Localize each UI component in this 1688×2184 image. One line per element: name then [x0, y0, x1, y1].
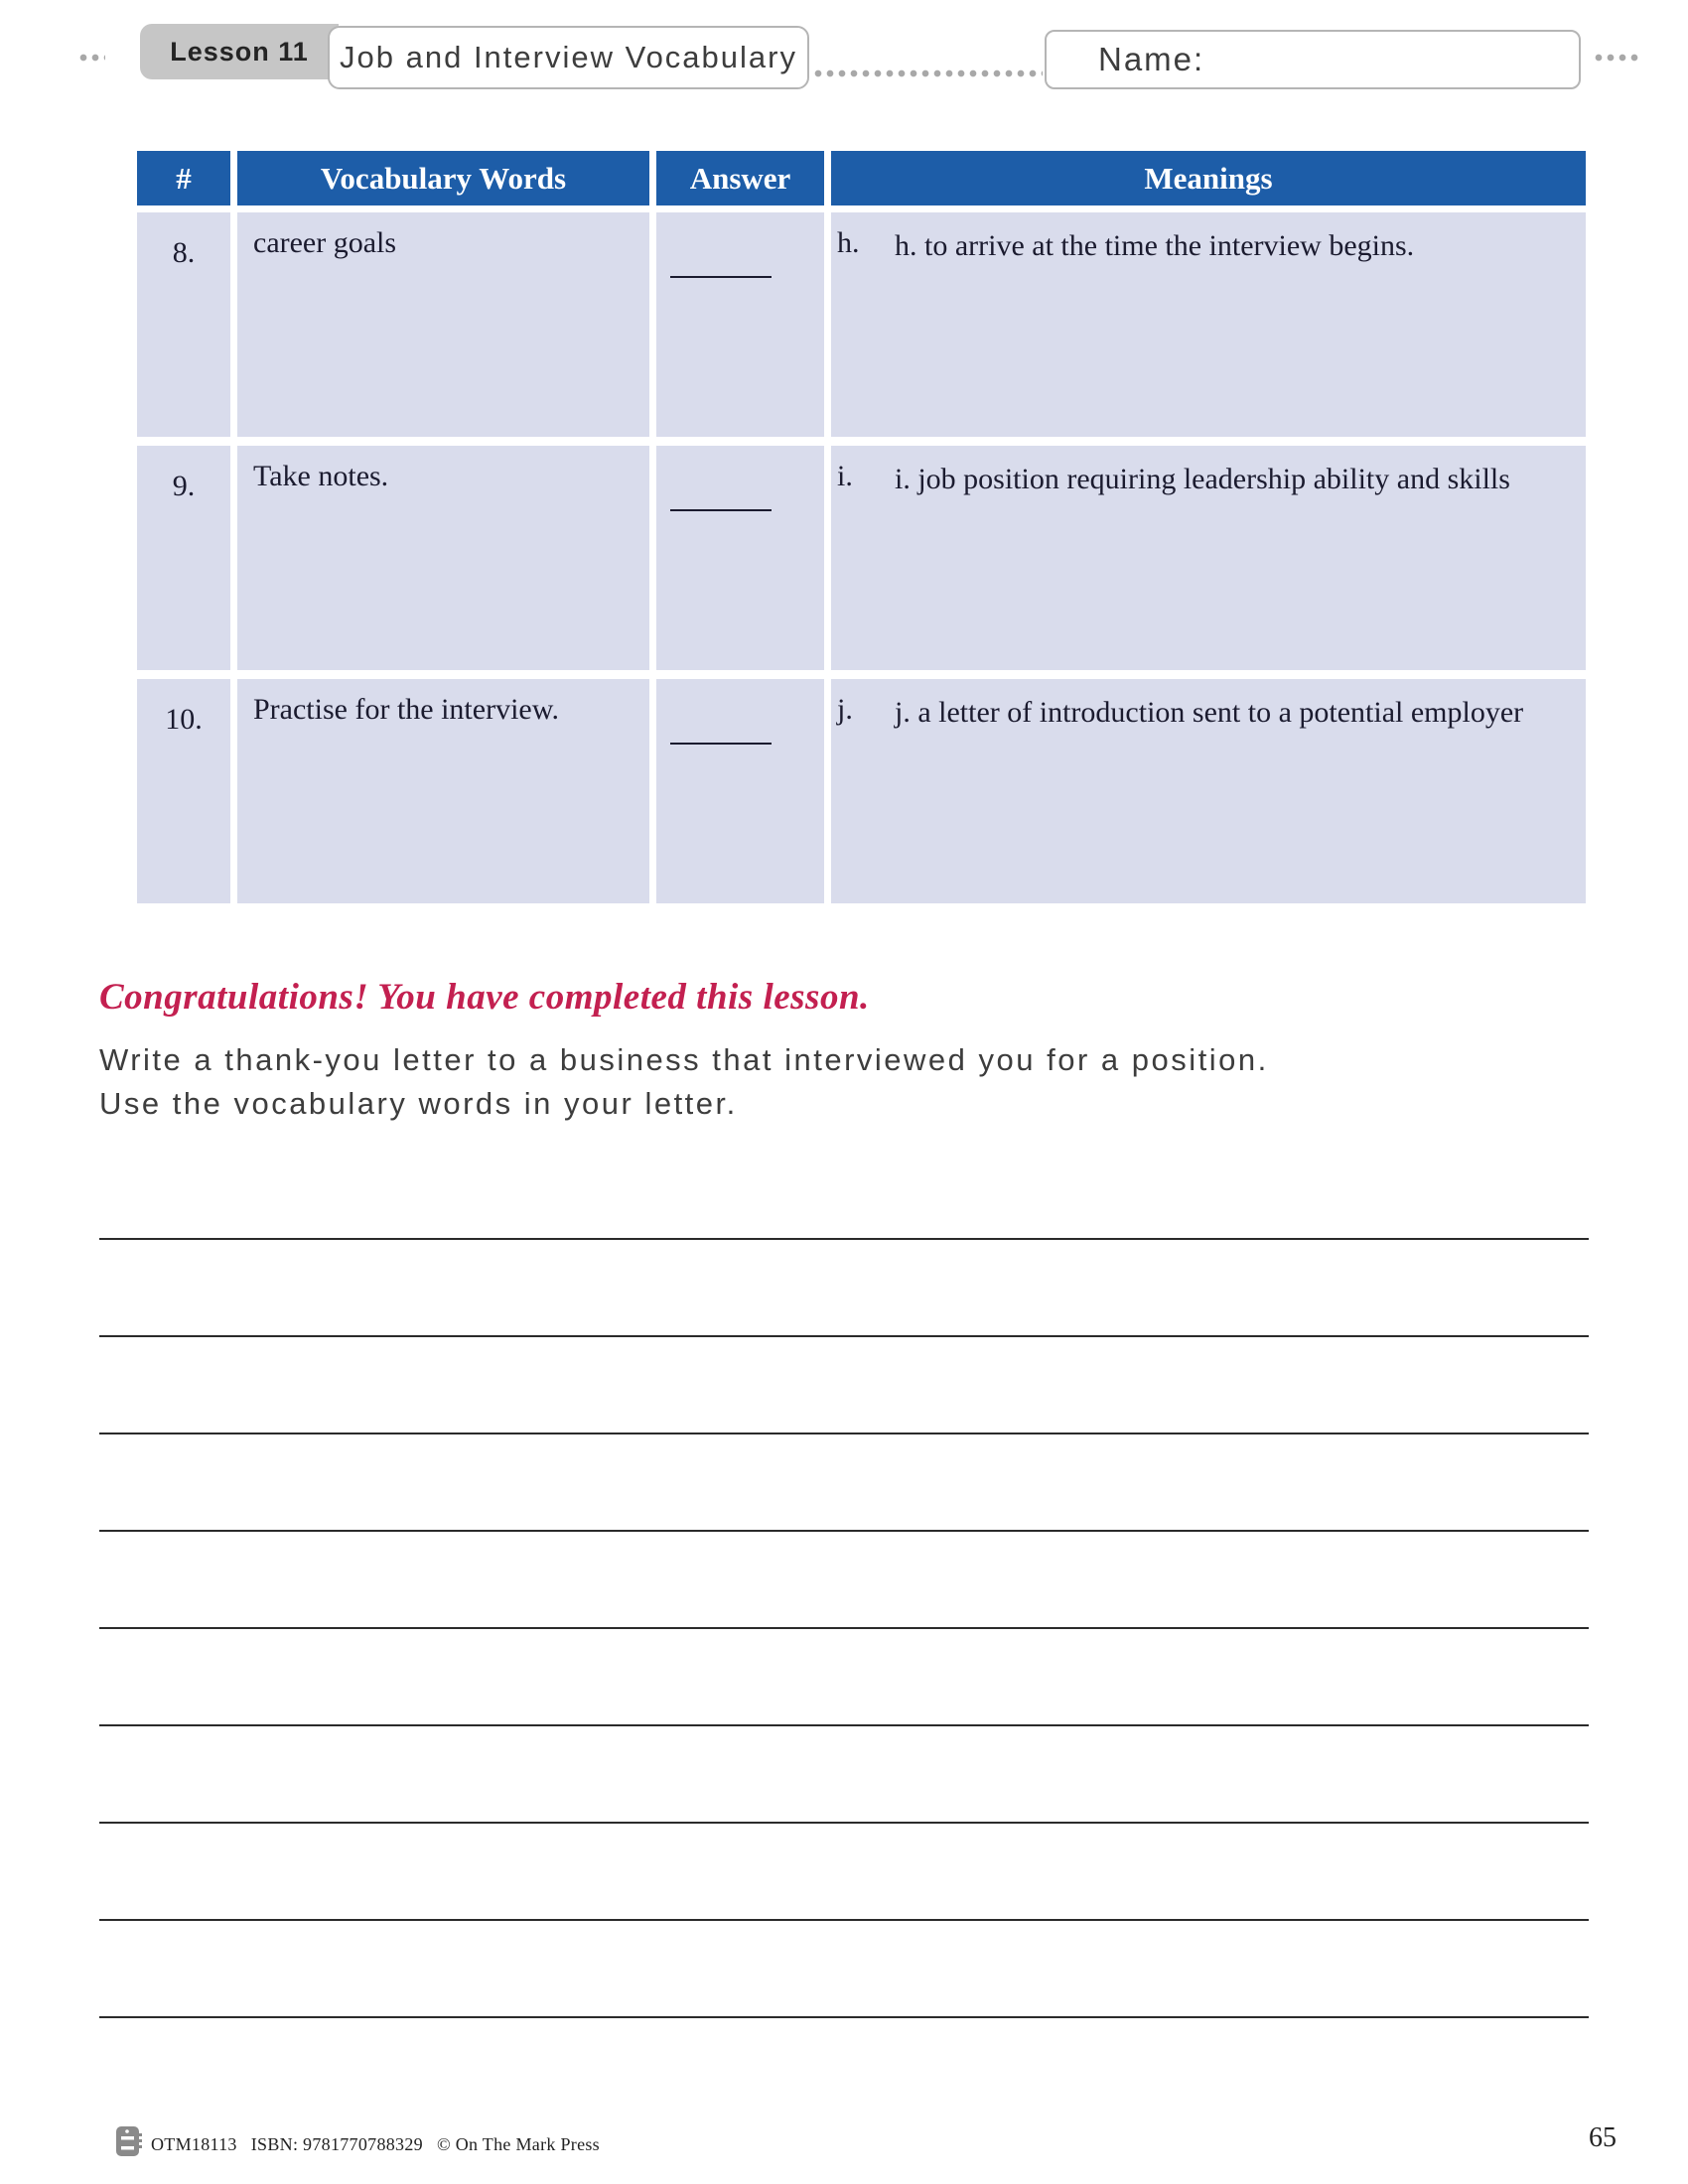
- row-number: 10.: [137, 679, 230, 903]
- meaning-letter: h.: [837, 226, 860, 259]
- row-number: 8.: [137, 212, 230, 437]
- table-row: [137, 679, 1586, 903]
- writing-line[interactable]: [99, 1238, 1589, 1240]
- column-header-answer: Answer: [656, 151, 824, 205]
- page-number: 65: [1589, 2122, 1617, 2153]
- column-header-meanings: Meanings: [831, 151, 1586, 205]
- vocabulary-word: Practise for the interview.: [237, 679, 649, 903]
- footer-isbn: ISBN: 9781770788329: [250, 2134, 423, 2154]
- instruction-line-2: Use the vocabulary words in your letter.: [99, 1086, 738, 1121]
- answer-cell: [656, 679, 824, 903]
- writing-line[interactable]: [99, 1530, 1589, 1532]
- writing-line[interactable]: [99, 1335, 1589, 1337]
- dotted-line-right: [1595, 54, 1640, 62]
- writing-line[interactable]: [99, 1433, 1589, 1434]
- footer-credits: [151, 2134, 600, 2155]
- lesson-title-box: [328, 26, 809, 89]
- congratulations-heading: Congratulations! You have completed this lesson.: [99, 977, 870, 1018]
- footer-copyright: © On The Mark Press: [436, 2134, 600, 2154]
- meaning-letter: j.: [837, 693, 853, 726]
- table-row: [137, 212, 1586, 437]
- lesson-tab: [140, 24, 339, 79]
- table-body: [137, 212, 1586, 903]
- meaning-cell: [831, 212, 1586, 437]
- lesson-title: Job and Interview Vocabulary: [340, 40, 797, 74]
- writing-line[interactable]: [99, 2016, 1589, 2018]
- instruction-text: [99, 1038, 1589, 1126]
- meaning-text: j. a letter of introduction sent to a potential employer: [895, 696, 1524, 729]
- footer-code: OTM18113: [151, 2134, 237, 2154]
- instruction-line-1: Write a thank-you letter to a business that interviewed you for a position.: [99, 1042, 1269, 1077]
- column-header-vocabulary-words: Vocabulary Words: [237, 151, 649, 205]
- table-row: [137, 446, 1586, 670]
- table-header-row: [137, 151, 1586, 205]
- dotted-line-middle: [814, 69, 1043, 77]
- name-label: Name:: [1098, 41, 1205, 77]
- answer-blank[interactable]: [670, 743, 772, 745]
- publisher-press-icon: [116, 2125, 142, 2157]
- writing-line[interactable]: [99, 1919, 1589, 1921]
- meaning-cell: [831, 446, 1586, 670]
- writing-line[interactable]: [99, 1627, 1589, 1629]
- row-number: 9.: [137, 446, 230, 670]
- meaning-letter: i.: [837, 460, 853, 492]
- vocabulary-word: career goals: [237, 212, 649, 437]
- answer-cell: [656, 446, 824, 670]
- writing-lines: [99, 1238, 1589, 2114]
- meaning-cell: [831, 679, 1586, 903]
- answer-blank[interactable]: [670, 276, 772, 278]
- meaning-text: h. to arrive at the time the interview begins.: [895, 229, 1415, 262]
- vocabulary-table: [137, 151, 1586, 903]
- writing-line[interactable]: [99, 1724, 1589, 1726]
- meaning-text: i. job position requiring leadership ability and skills: [895, 463, 1510, 495]
- vocabulary-word: Take notes.: [237, 446, 649, 670]
- writing-line[interactable]: [99, 1822, 1589, 1824]
- dotted-line-left: [79, 54, 105, 62]
- answer-blank[interactable]: [670, 509, 772, 511]
- name-field[interactable]: [1045, 30, 1581, 89]
- answer-cell: [656, 212, 824, 437]
- column-header-number: #: [137, 151, 230, 205]
- lesson-label: Lesson 11: [170, 36, 309, 67]
